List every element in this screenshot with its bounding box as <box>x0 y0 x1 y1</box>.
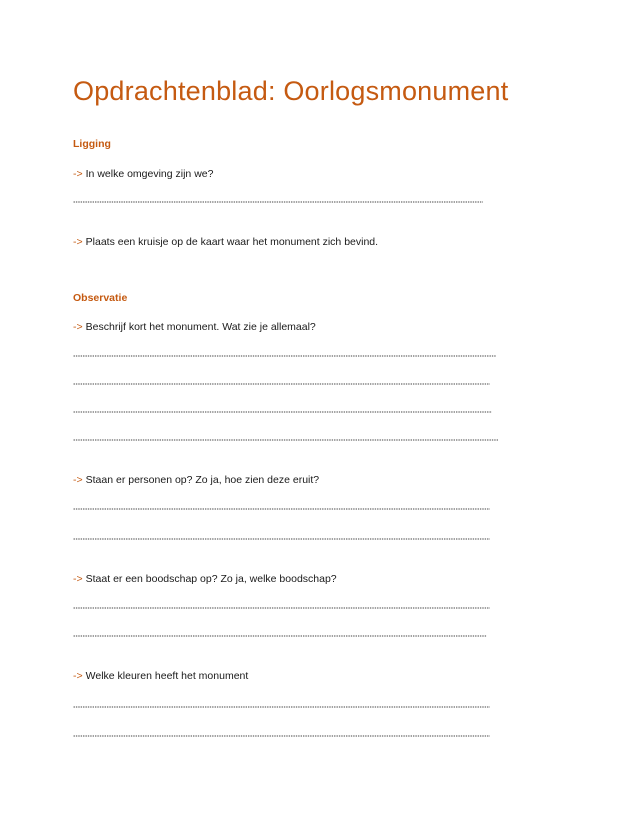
answer-line[interactable] <box>73 706 490 708</box>
question-omgeving <box>73 168 213 180</box>
page-title: Opdrachtenblad: Oorlogsmonument <box>73 76 509 106</box>
section-heading-observatie: Observatie <box>73 292 128 304</box>
answer-line[interactable] <box>73 735 490 737</box>
question-beschrijf <box>73 321 316 333</box>
question-text: Plaats een kruisje op de kaart waar het monument zich bevind. <box>85 236 379 248</box>
answer-line[interactable] <box>73 607 490 609</box>
question-personen <box>73 474 319 486</box>
question-text: Staan er personen op? Zo ja, hoe zien deze eruit? <box>85 474 320 486</box>
question-kaart <box>73 236 378 248</box>
answer-line[interactable] <box>73 635 487 637</box>
question-text: Beschrijf kort het monument. Wat zie je allemaal? <box>85 321 316 333</box>
answer-line[interactable] <box>73 538 490 540</box>
arrow-marker: -> <box>73 321 83 333</box>
question-boodschap <box>73 573 337 585</box>
answer-line[interactable] <box>73 355 496 357</box>
question-text: In welke omgeving zijn we? <box>85 168 214 180</box>
answer-line[interactable] <box>73 439 498 441</box>
question-text: Welke kleuren heeft het monument <box>85 670 249 682</box>
answer-line[interactable] <box>73 508 490 510</box>
arrow-marker: -> <box>73 573 83 585</box>
answer-line[interactable] <box>73 411 492 413</box>
answer-line[interactable] <box>73 201 483 203</box>
arrow-marker: -> <box>73 670 83 682</box>
answer-line[interactable] <box>73 383 490 385</box>
arrow-marker: -> <box>73 474 83 486</box>
section-heading-ligging: Ligging <box>73 138 111 150</box>
question-text: Staat er een boodschap op? Zo ja, welke boodschap? <box>85 573 337 585</box>
arrow-marker: -> <box>73 236 83 248</box>
arrow-marker: -> <box>73 168 83 180</box>
question-kleuren <box>73 670 248 682</box>
